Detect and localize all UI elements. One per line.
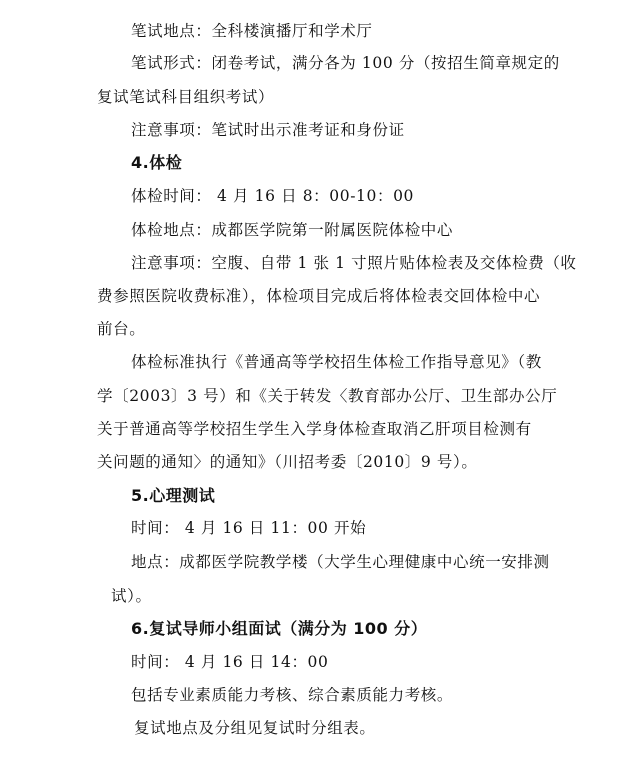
- written-exam-location: 笔试地点：全科楼演播厅和学术厅: [131, 22, 373, 40]
- physical-exam-location: 体检地点：成都医学院第一附属医院体检中心: [131, 221, 454, 239]
- section-heading-psych-test: 5.心理测试: [131, 486, 216, 505]
- physical-exam-notes: 注意事项：空腹、自带 1 张 1 寸照片贴体检表及交体检费（收: [131, 254, 577, 272]
- psych-test-location: 地点：成都医学院教学楼（大学生心理健康中心统一安排测: [131, 553, 550, 571]
- section-heading-interview: 6.复试导师小组面试（满分为 100 分）: [131, 619, 428, 638]
- physical-exam-time: 体检时间： 4 月 16 日 8：00-10：00: [131, 187, 414, 205]
- interview-time: 时间： 4 月 16 日 14：00: [131, 653, 329, 671]
- physical-exam-standard-line4: 关问题的通知〉的通知》（川招考委〔2010〕9 号）。: [97, 453, 478, 471]
- physical-exam-standard-line3: 关于普通高等学校招生学生入学身体检查取消乙肝项目检测有: [97, 420, 532, 438]
- section-heading-physical-exam: 4.体检: [131, 153, 183, 172]
- physical-exam-notes-end: 前台。: [97, 320, 146, 338]
- physical-exam-standard-line2: 学〔2003〕3 号）和《关于转发〈教育部办公厅、卫生部办公厅: [97, 387, 558, 405]
- interview-location: 复试地点及分组见复试时分组表。: [134, 719, 376, 737]
- psych-test-location-continued: 试）。: [111, 587, 152, 605]
- physical-exam-notes-continued: 费参照医院收费标准），体检项目完成后将体检表交回体检中心: [97, 287, 541, 305]
- written-exam-format-continued: 复试笔试科目组织考试）: [97, 88, 275, 106]
- interview-content: 包括专业素质能力考核、综合素质能力考核。: [131, 686, 454, 704]
- psych-test-time: 时间： 4 月 16 日 11：00 开始: [131, 519, 367, 537]
- written-exam-notes: 注意事项：笔试时出示准考证和身份证: [131, 121, 405, 139]
- physical-exam-standard: 体检标准执行《普通高等学校招生体检工作指导意见》（教: [131, 353, 542, 371]
- written-exam-format: 笔试形式：闭卷考试，满分各为 100 分（按招生简章规定的: [131, 54, 560, 72]
